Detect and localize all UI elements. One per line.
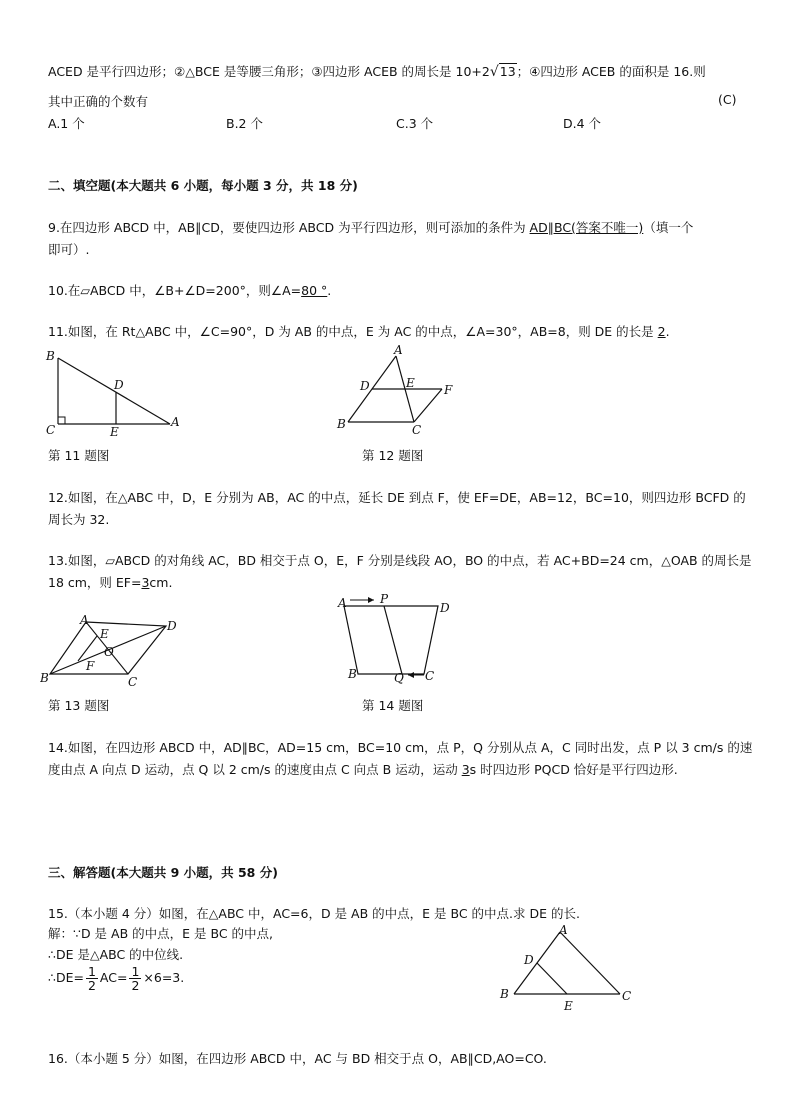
fig15-label-c: C [622, 989, 632, 1003]
fig13-label-c: C [128, 675, 138, 688]
fig15-label-e: E [564, 999, 573, 1013]
fig12-label-e: E [406, 376, 415, 390]
fig13-label-o: O [104, 645, 114, 659]
q15-solution-3: ∴DE= $\frac{1}{2}$ AC= $\frac{1}{2}$ ×6=3. [48, 964, 185, 994]
q13-line2: 18 cm，则 EF=3cm. [48, 575, 173, 590]
q10-answer: 80 ° [301, 283, 328, 298]
sqrt-sign: √ [489, 64, 499, 80]
figure-12 [334, 344, 464, 436]
fig12-label-c: C [412, 423, 422, 436]
figure-13 [40, 612, 190, 688]
q15-solution-2: ∴DE 是△ABC 的中位线. [48, 947, 184, 962]
fraction-one-half: $\frac{1}{2}$ [87, 964, 96, 994]
q8-option-b: B.2 个 [226, 116, 263, 131]
q14-line2: 度由点 A 向点 D 运动，点 Q 以 2 cm/s 的速度由点 C 向点 B 运动，运动 3s 时四边形 PQCD 恰好是平行四边形. [48, 762, 678, 777]
fig14-label-c: C [425, 669, 435, 683]
fig13-label-f: F [86, 659, 95, 673]
q14-line1: 14.如图，在四边形 ABCD 中，AD∥BC，AD=15 cm，BC=10 cm，点 P，Q 分别从点 A，C 同时出发，点 P 以 3 cm/s 的速 [48, 740, 753, 755]
section2-title: 二、填空题(本大题共 6 小题，每小题 3 分，共 18 分) [48, 178, 358, 193]
q15-solution-1: 解：∵D 是 AB 的中点，E 是 BC 的中点, [48, 926, 274, 941]
fig12-label-d: D [360, 379, 370, 393]
fraction-one-half-2: $\frac{1}{2}$ [131, 964, 140, 994]
q12-line2: 周长为 32. [48, 512, 110, 527]
fig12-caption: 第 12 题图 [362, 448, 424, 463]
fig15-label-d: D [524, 953, 534, 967]
figure-14 [334, 592, 464, 688]
q12-line1: 12.如图，在△ABC 中，D，E 分别为 AB，AC 的中点，延长 DE 到点 F，使 EF=DE，AB=12，BC=10，则四边形 BCFD 的 [48, 490, 746, 505]
fig14-label-b: B [348, 667, 357, 681]
fig12-label-f: F [444, 383, 453, 397]
q14-answer: 3 [461, 762, 470, 777]
q16-line1: 16.（本小题 5 分）如图，在四边形 ABCD 中，AC 与 BD 相交于点 O，AB∥CD,AO=CO. [48, 1051, 547, 1066]
fig13-label-d: D [167, 619, 177, 633]
fig11-caption: 第 11 题图 [48, 448, 110, 463]
fig11-label-a: A [171, 415, 180, 429]
fig14-label-q: Q [394, 671, 404, 685]
fig12-label-b: B [337, 417, 346, 431]
fig12-label-a: A [394, 344, 403, 357]
fig13-caption: 第 13 题图 [48, 698, 110, 713]
fig14-label-p: P [380, 592, 389, 606]
fig11-label-b: B [46, 349, 55, 363]
figure-11 [40, 346, 200, 438]
q11-line: 11.如图，在 Rt△ABC 中，∠C=90°，D 为 AB 的中点，E 为 AC 的中点，∠A=30°，AB=8，则 DE 的长是 2. [48, 324, 670, 339]
fig13-label-e: E [100, 627, 109, 641]
fig11-label-e: E [110, 425, 119, 438]
fig11-label-c: C [46, 423, 56, 437]
fig14-label-d: D [440, 601, 450, 615]
sqrt-value: 13 [499, 64, 516, 79]
fig14-caption: 第 14 题图 [362, 698, 424, 713]
q8-option-a: A.1 个 [48, 116, 85, 131]
fig11-label-d: D [114, 378, 124, 392]
q9-answer: AD∥BC(答案不唯一) [529, 220, 644, 235]
q9-line2: 即可）. [48, 242, 90, 257]
q15-line1: 15.（本小题 4 分）如图，在△ABC 中，AC=6，D 是 AB 的中点，E 是 BC 的中点.求 DE 的长. [48, 906, 580, 921]
fig15-label-a: A [559, 923, 568, 937]
q9-line1: 9.在四边形 ABCD 中，AB∥CD，要使四边形 ABCD 为平行四边形，则可添加的条件为 AD∥BC(答案不唯一)（填一个 [48, 220, 694, 235]
fig13-label-b: B [40, 671, 49, 685]
figure-15 [496, 922, 642, 1014]
q13-answer: 3 [141, 575, 150, 590]
q11-answer: 2 [657, 324, 666, 339]
q8-line1: ACED 是平行四边形；②△BCE 是等腰三角形；③四边形 ACEB 的周长是 10+2√13；④四边形 ACEB 的面积是 16.则 [48, 64, 706, 80]
q10-line: 10.在▱ABCD 中，∠B+∠D=200°，则∠A=80 °. [48, 283, 332, 298]
fig15-label-b: B [500, 987, 509, 1001]
q8-option-d: D.4 个 [563, 116, 602, 131]
fig13-label-a: A [80, 613, 89, 627]
q8-option-c: C.3 个 [396, 116, 434, 131]
section3-title: 三、解答题(本大题共 9 小题，共 58 分) [48, 865, 278, 880]
q8-answer: (C) [718, 92, 737, 107]
q13-line1: 13.如图，▱ABCD 的对角线 AC，BD 相交于点 O，E，F 分别是线段 AO，BO 的中点，若 AC+BD=24 cm，△OAB 的周长是 [48, 553, 752, 568]
fig14-label-a: A [338, 596, 347, 610]
q8-line2: 其中正确的个数有 [48, 94, 149, 109]
